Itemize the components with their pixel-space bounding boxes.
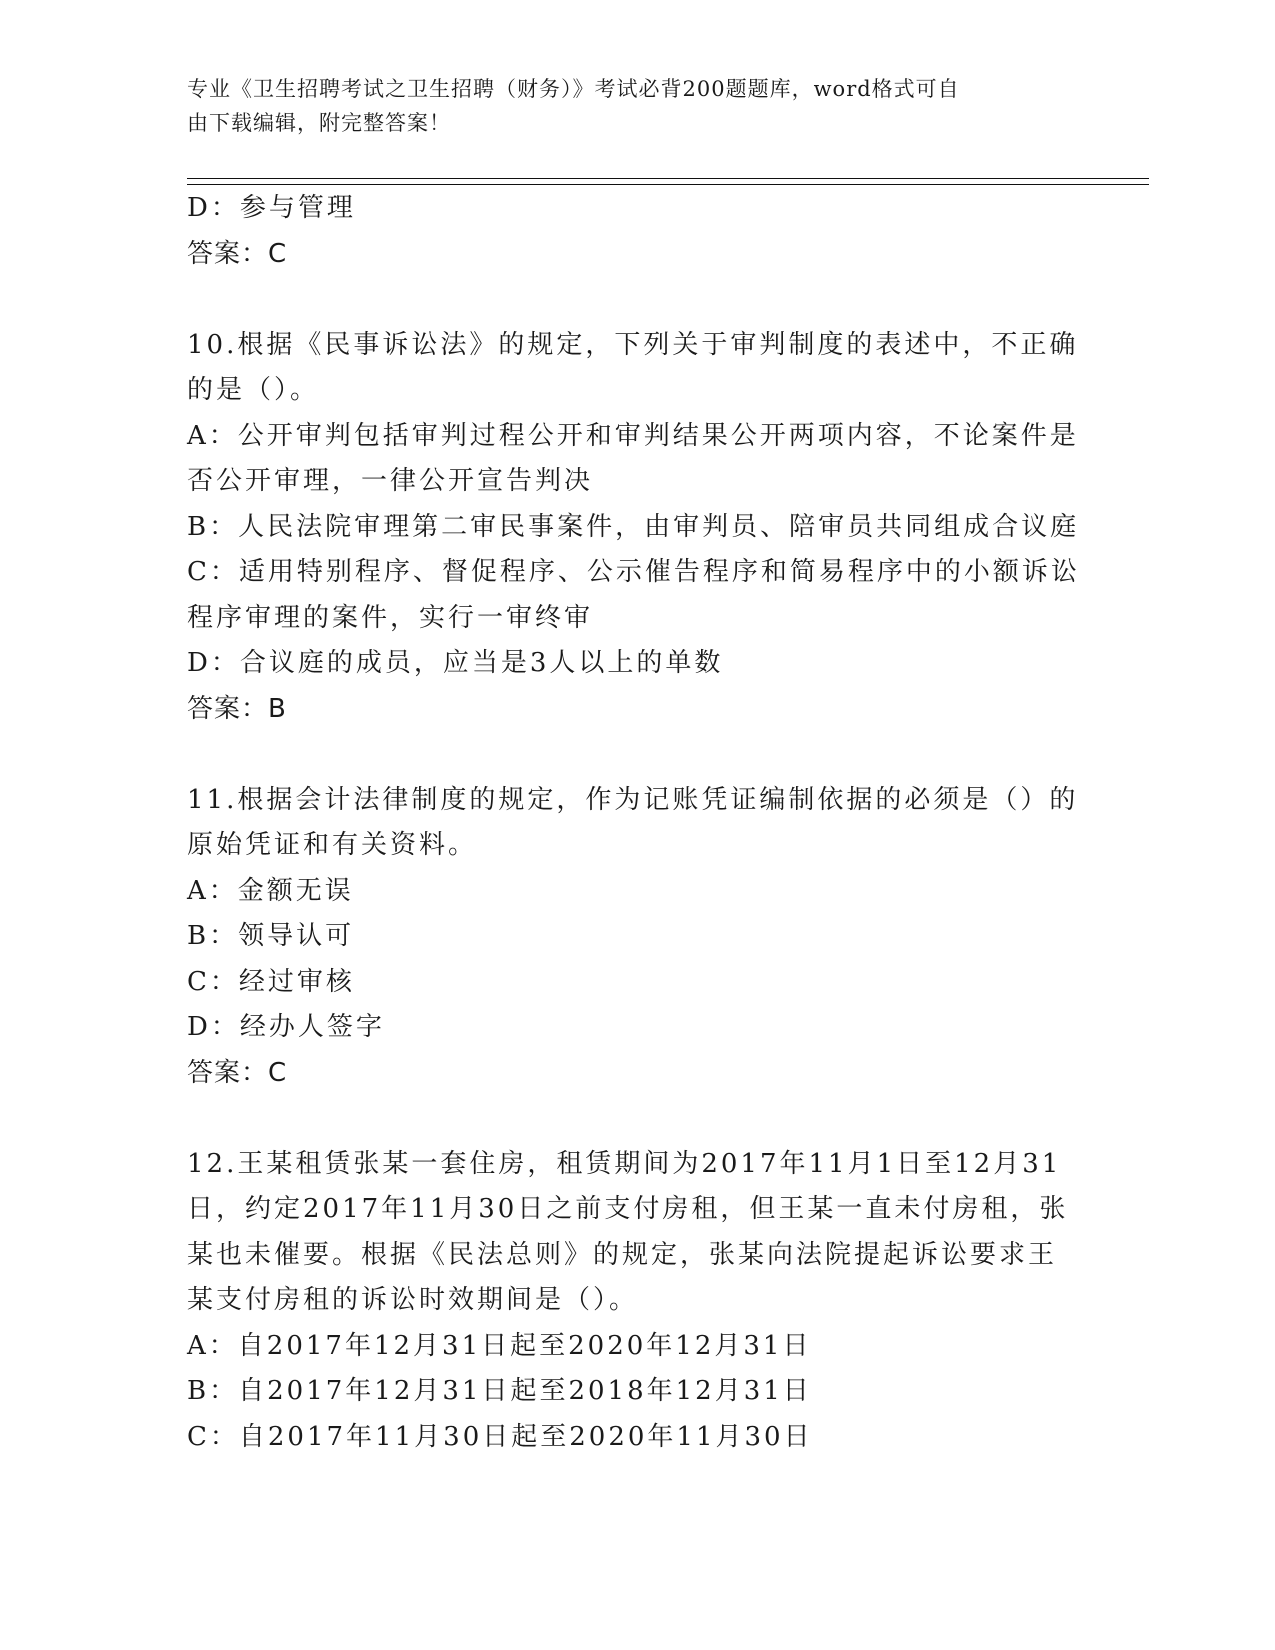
question-gap bbox=[187, 277, 1067, 323]
option-c: 程序审理的案件，实行一审终审 bbox=[187, 602, 594, 633]
question-gap bbox=[187, 1096, 1067, 1142]
question-12 bbox=[187, 1142, 1067, 1461]
option-b: B：人民法院审理第二审民事案件，由审判员、陪审员共同组成合议庭 bbox=[187, 511, 1080, 542]
question-stem: 原始凭证和有关资料。 bbox=[187, 830, 478, 860]
page-header bbox=[187, 72, 1067, 140]
header-line: 由下载编辑，附完整答案！ bbox=[187, 111, 451, 135]
question-stem: 的是（）。 bbox=[187, 375, 320, 405]
option-b: B：领导认可 bbox=[187, 921, 355, 951]
question-stem: 日，约定2017年11月30日之前支付房租，但王某一直未付房租，张 bbox=[187, 1194, 1069, 1224]
question-11 bbox=[187, 778, 1079, 1097]
question-stem: 某也未催要。根据《民法总则》的规定，张某向法院提起诉讼要求王 bbox=[187, 1239, 1058, 1270]
option-c: C：自2017年11月30日起至2020年11月30日 bbox=[187, 1421, 813, 1452]
question-content bbox=[187, 186, 1080, 1460]
question-stem: 12.王某租赁张某一套住房，租赁期间为2017年11月1日至12月31 bbox=[187, 1148, 1062, 1179]
header-line: 专业《卫生招聘考试之卫生招聘（财务）》考试必背200题题库，word格式可自 bbox=[187, 77, 960, 101]
option-a: A：自2017年12月31日起至2020年12月31日 bbox=[187, 1330, 812, 1361]
option-b: B：自2017年12月31日起至2018年12月31日 bbox=[187, 1376, 812, 1406]
option-d: D：经办人签字 bbox=[187, 1012, 385, 1042]
question-stem: 10.根据《民事诉讼法》的规定，下列关于审判制度的表述中，不正确 bbox=[187, 329, 1079, 360]
question-10 bbox=[187, 323, 1080, 733]
answer-line: 答案：C bbox=[187, 1057, 288, 1088]
option-a: 否公开审理，一律公开宣告判决 bbox=[187, 466, 594, 496]
header-double-rule bbox=[187, 178, 1149, 185]
option-d: D：合议庭的成员，应当是3人以上的单数 bbox=[187, 648, 724, 678]
question-stem: 某支付房租的诉讼时效期间是（）。 bbox=[187, 1285, 639, 1315]
answer-line: 答案：B bbox=[187, 693, 287, 724]
option-c: C：经过审核 bbox=[187, 966, 355, 997]
option-c: C：适用特别程序、督促程序、公示催告程序和简易程序中的小额诉讼 bbox=[187, 557, 1080, 587]
option-a: A：公开审判包括审判过程公开和审判结果公开两项内容，不论案件是 bbox=[187, 420, 1079, 451]
answer-line: 答案：C bbox=[187, 238, 288, 269]
question-gap bbox=[187, 732, 1067, 778]
question-stem: 11.根据会计法律制度的规定，作为记账凭证编制依据的必须是（）的 bbox=[187, 784, 1079, 815]
option-d: D：参与管理 bbox=[187, 193, 356, 223]
option-a: A：金额无误 bbox=[187, 875, 354, 906]
